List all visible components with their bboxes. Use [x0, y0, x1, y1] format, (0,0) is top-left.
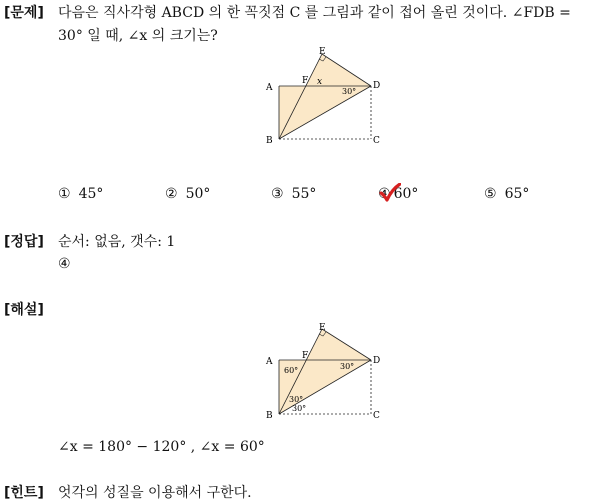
answer-value: ④ — [58, 256, 71, 272]
label-b-2: B — [266, 411, 273, 421]
choice-3-value: 55° — [291, 186, 317, 202]
answer-label: [정답] — [4, 234, 44, 250]
choice-4-number-text: ④ — [378, 186, 391, 202]
label-b: B — [266, 136, 273, 146]
solution-formula: ∠x = 180° − 120° , ∠x = 60° — [58, 439, 265, 455]
solution-label: [해설] — [4, 302, 44, 318]
label-d-2: D — [373, 356, 381, 366]
choice-2-value: 50° — [185, 186, 211, 202]
label-a-2: A — [266, 357, 273, 367]
label-f: F — [302, 76, 309, 86]
label-x: x — [317, 77, 323, 87]
problem-figure — [262, 46, 392, 148]
problem-text-line2: 30° 일 때, ∠x 의 크기는? — [58, 28, 218, 44]
checkmark-icon — [379, 183, 401, 203]
choice-1-value: 45° — [78, 186, 104, 202]
choice-1[interactable] — [58, 186, 103, 202]
problem-text-line1: 다음은 직사각형 ABCD 의 한 꼭짓점 C 를 그림과 같이 접어 올린 것이다. ∠FDB = — [58, 5, 571, 21]
choice-4-number — [378, 186, 391, 202]
choice-4-value: 60° — [393, 186, 419, 202]
choice-4[interactable] — [378, 186, 418, 202]
hint-label: [힌트] — [4, 485, 44, 501]
hint-text: 엇각의 성질을 이용해서 구한다. — [58, 485, 252, 501]
label-angle-60: 60° — [284, 366, 299, 375]
label-e: E — [319, 47, 326, 57]
answer-meta: 순서: 없음, 갯수: 1 — [58, 234, 176, 250]
choice-3-number: ③ — [271, 186, 284, 202]
label-a: A — [266, 83, 273, 93]
problem-label: [문제] — [4, 5, 44, 21]
choice-5-value: 65° — [504, 186, 530, 202]
label-angle-30-b1: 30° — [289, 395, 304, 404]
choice-2-number: ② — [165, 186, 178, 202]
choice-3[interactable] — [271, 186, 316, 202]
label-c-2: C — [373, 411, 380, 421]
label-angle-30-top: 30° — [340, 362, 355, 371]
label-e-2: E — [319, 323, 326, 333]
label-angle-30: 30° — [342, 87, 357, 96]
choice-5-number: ⑤ — [484, 186, 497, 202]
choice-5[interactable] — [484, 186, 529, 202]
label-c: C — [373, 136, 380, 146]
label-angle-30-b2: 30° — [292, 404, 307, 413]
solution-figure — [262, 323, 392, 423]
choice-2[interactable] — [165, 186, 210, 202]
choice-1-number: ① — [58, 186, 71, 202]
label-f-2: F — [302, 351, 309, 361]
label-d: D — [373, 81, 381, 91]
